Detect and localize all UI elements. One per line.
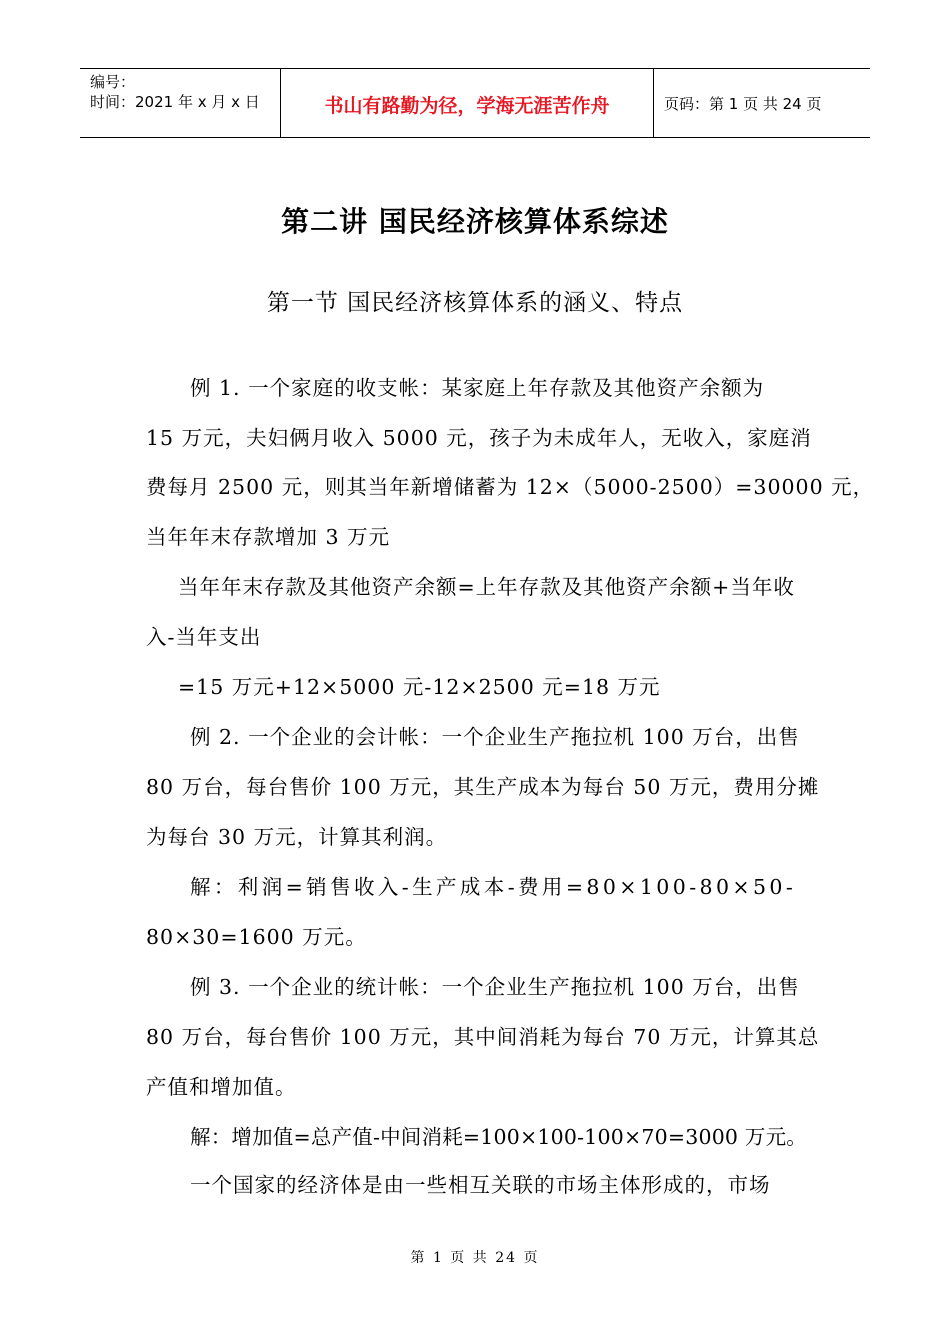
body-line: 80×30=1600 万元。 [146, 925, 367, 949]
body-line: 15 万元，夫妇俩月收入 5000 元，孩子为未成年人，无收入，家庭消 [146, 426, 812, 450]
header-motto: 书山有路勤为径，学海无涯苦作舟 [324, 95, 610, 117]
body-line: 80 万台，每台售价 100 万元，其生产成本为每台 50 万元，费用分摊 [146, 775, 820, 799]
document-title: 第二讲 国民经济核算体系综述 [281, 205, 669, 238]
header-page-number: 页码：第 1 页 共 24 页 [664, 95, 822, 113]
body-line: =15 万元+12×5000 元-12×2500 元=18 万元 [178, 675, 661, 699]
document-header [80, 68, 870, 138]
body-line: 费每月 2500 元，则其当年新增储蓄为 12×（5000-2500）=30000 元， [146, 475, 875, 499]
header-info-cell [80, 69, 281, 137]
body-line: 例 2. 一个企业的会计帐：一个企业生产拖拉机 100 万台，出售 [190, 725, 800, 749]
body-line: 当年年末存款增加 3 万元 [146, 525, 391, 549]
header-motto-cell [281, 69, 654, 137]
body-line: 解：增加值=总产值-中间消耗=100×100-100×70=3000 万元。 [190, 1125, 807, 1149]
header-page-cell [654, 69, 870, 137]
body-line: 当年年末存款及其他资产余额=上年存款及其他资产余额+当年收 [178, 575, 795, 599]
body-line: 一个国家的经济体是由一些相互关联的市场主体形成的，市场 [190, 1173, 771, 1197]
body-line: 为每台 30 万元，计算其利润。 [146, 825, 448, 849]
document-time-label: 时间：2021 年 x 月 x 日 [90, 93, 260, 111]
section-title: 第一节 国民经济核算体系的涵义、特点 [266, 290, 684, 316]
body-line: 例 1. 一个家庭的收支帐：某家庭上年存款及其他资产余额为 [190, 376, 765, 400]
document-number-label: 编号： [90, 73, 136, 91]
body-line: 例 3. 一个企业的统计帐：一个企业生产拖拉机 100 万台，出售 [190, 975, 800, 999]
body-line: 解：利润=销售收入-生产成本-费用=80×100-80×50- [190, 875, 797, 899]
body-line: 产值和增加值。 [146, 1075, 297, 1099]
body-line: 入-当年支出 [146, 625, 262, 649]
page-footer: 第 1 页 共 24 页 [410, 1250, 540, 1266]
body-line: 80 万台，每台售价 100 万元，其中间消耗为每台 70 万元，计算其总 [146, 1025, 820, 1049]
